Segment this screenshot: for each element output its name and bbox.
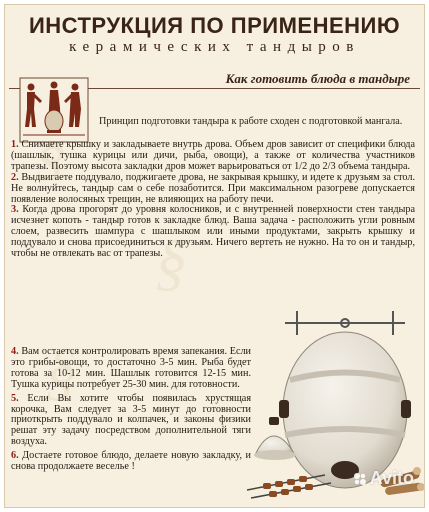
step-item bbox=[11, 347, 251, 391]
step-number: 5. bbox=[11, 392, 19, 404]
avito-logo-icon bbox=[353, 472, 367, 486]
step-number: 1. bbox=[11, 139, 19, 150]
steps-narrow-column bbox=[11, 347, 251, 476]
instruction-sheet bbox=[4, 4, 425, 508]
avito-watermark bbox=[353, 468, 414, 489]
step-number: 6. bbox=[11, 450, 19, 462]
step-text: Выдвигаете поддувало, поджигаете дрова, не закрывая крышку, и идете к друзьям за стол. Не волнуйтесь, тандыр сам о себе позаботится. При максимальном разогреве допускается появление волосяных трещин, не влияющих на работу печи. bbox=[11, 171, 415, 205]
tandoor-figures-logo bbox=[17, 75, 91, 145]
step-item bbox=[11, 205, 415, 260]
step-item bbox=[11, 173, 415, 206]
step-text: Достаете готовое блюдо, делаете новую закладку, и снова продолжаете веселье ! bbox=[11, 450, 252, 473]
step-text: Если Вы хотите чтобы появилась хрустящая корочка, Вам следует за 3-5 минут до готовности приоткрыть поддувало и колпачек, и законы физики решат эту задачу посредством дополнительной тяги воздуха. bbox=[11, 392, 252, 448]
intro-text: Принцип подготовки тандыра к работе сходен с подготовкой мангала. bbox=[99, 116, 403, 127]
step-number: 2. bbox=[11, 171, 19, 183]
steps-wide-column bbox=[11, 140, 415, 260]
step-number: 4. bbox=[11, 346, 19, 357]
step-item bbox=[11, 451, 251, 473]
avito-wordmark: Avito bbox=[369, 468, 414, 488]
page-title: ИНСТРУКЦИЯ ПО ПРИМЕНЕНИЮ bbox=[28, 13, 401, 38]
step-item bbox=[11, 140, 415, 173]
step-number: 3. bbox=[11, 204, 19, 216]
step-text: Вам остается контролировать время запекания. Если это грибы-овощи, то достаточно 3-5 мин. Рыба будет готова за 10-12 мин. Шашлык готовится 12-15 мин. Тушка курицы потребует 25-30 мин. для готовности. bbox=[11, 346, 252, 390]
background-swirl: § bbox=[155, 226, 187, 297]
step-item bbox=[11, 394, 251, 449]
skewer-rack bbox=[285, 311, 405, 335]
page-subtitle: керамических тандыров bbox=[69, 39, 360, 55]
section-heading: Как готовить блюда в тандыре bbox=[225, 71, 410, 86]
step-text: Когда дрова прогорят до уровня колосников, и с внутренней поверхности стен тандыра исчезнет копоть - тандыр готов к закладке блюд. Ваша задача - расположить угли ровным слоем, развесить шампура с шашлыком или иными продуктами, закрыть крышку и поддувало и снова присоединиться к друзьям. Ничего вертеть не нужно. На то он и тандыр, чтобы не отвлекать вас от трапезы. bbox=[11, 204, 416, 260]
background-swirl: § bbox=[35, 116, 67, 187]
intro-paragraph bbox=[99, 117, 415, 128]
background-swirl: § bbox=[45, 336, 77, 407]
step-text: Снимаете крышку и закладываете внутрь дрова. Объем дров зависит от специфики блюда (шашлык, тушка курицы или дичи, рыба, овощи), а также от количества участников трапезы. Поэтому высота закладки дров может варьироваться от 1/2 до 2/3 объема тандыра. bbox=[11, 139, 415, 172]
